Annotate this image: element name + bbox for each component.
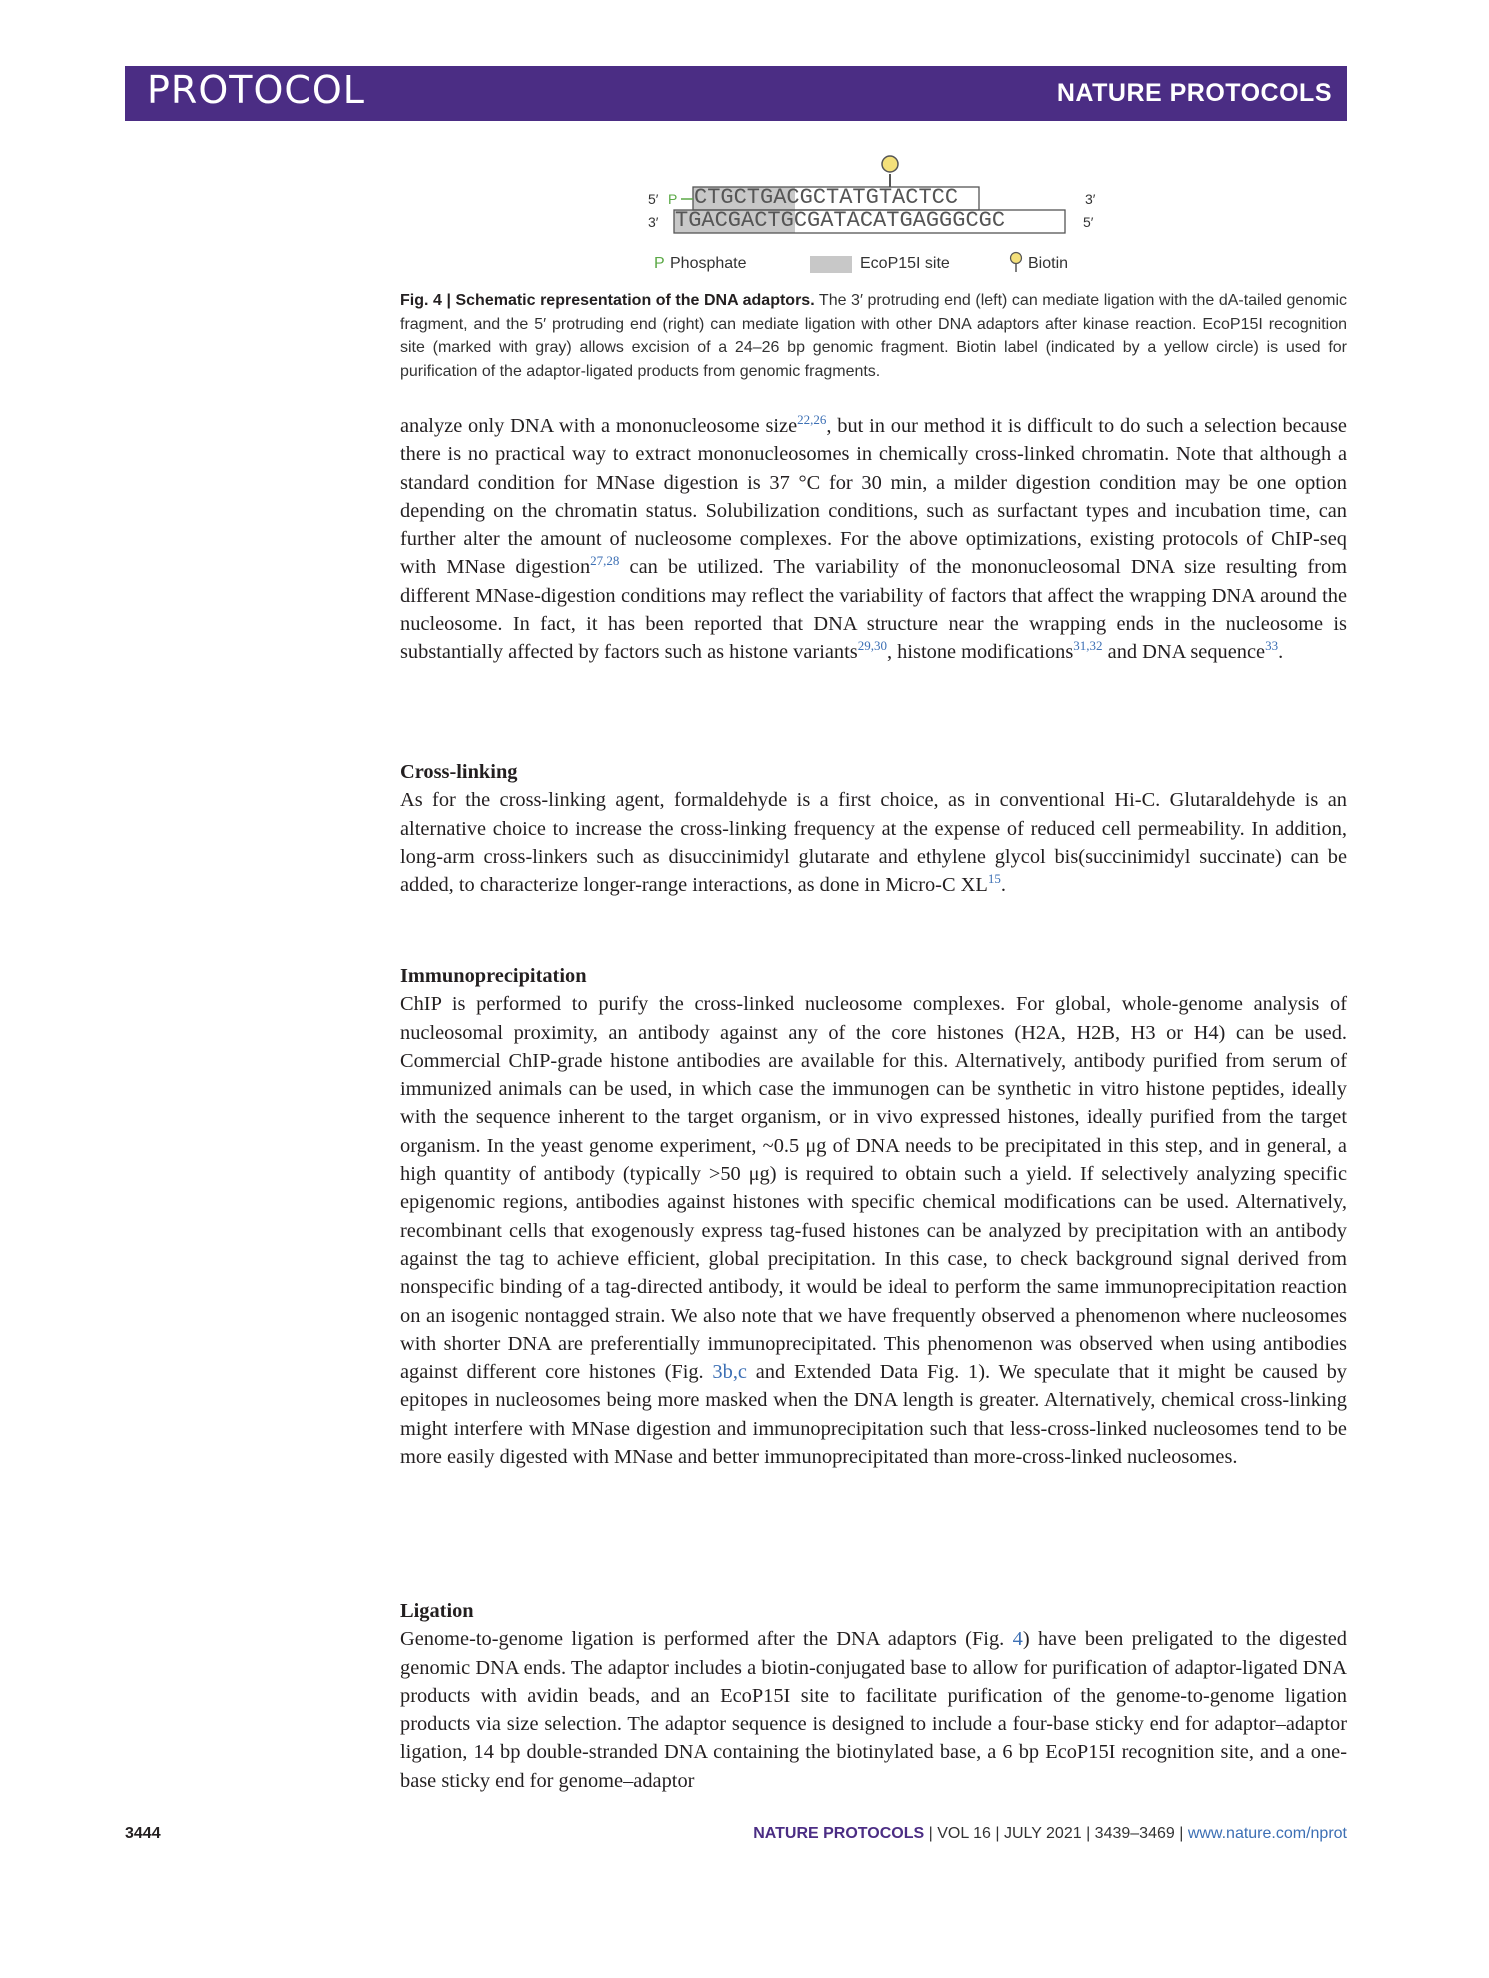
page-number: 3444 xyxy=(125,1825,161,1842)
citation-link[interactable]: 33 xyxy=(1265,638,1279,654)
bottom-five-prime: 5′ xyxy=(1083,214,1094,230)
text: . xyxy=(1278,641,1284,664)
legend-phosphate: Phosphate xyxy=(670,255,747,272)
bottom-three-prime: 3′ xyxy=(648,214,659,230)
citation-link[interactable]: 29,30 xyxy=(857,638,887,654)
text: can be utilized. The variability of the mononucleosomal DNA size resulting from different MNase-digestion conditions may reflect the variability of factors that affect the wrapping DNA around the nucleosome. In fact, it has been reported that DNA structure near the wrapping ends in the nucleosome is substantially affected by factors such as histone variants xyxy=(400,556,1348,664)
top-five-prime: 5′ xyxy=(648,191,659,207)
footer-citation xyxy=(753,1825,1347,1843)
caption-text: The 3′ protruding end (left) can mediate ligation with the dA-tailed genomic fragment, and the 5′ protruding end (right) can mediate ligation with other DNA adaptors after kinase reaction. EcoP15I recognition site (marked with gray) allows excision of a 24–26 bp genomic fragment. Biotin label (indicated by a yellow circle) is used for purification of the adaptor-ligated products from genomic fragments. xyxy=(400,292,1348,380)
header-banner xyxy=(125,66,1347,121)
top-strand-sequence xyxy=(694,185,958,210)
top-rest-seq: ACGCTATGTACTCC xyxy=(773,185,959,210)
footer-volume: VOL 16 xyxy=(937,1825,991,1842)
footer-date: JULY 2021 xyxy=(1003,1825,1082,1842)
citation-link[interactable]: 15 xyxy=(987,871,1001,887)
text: . xyxy=(1000,874,1006,897)
top-ecop15i-seq: CTGCTG xyxy=(694,185,774,210)
section-ligation xyxy=(400,1597,1347,1795)
caption-label: Fig. 4 | Schematic representation of the DNA adaptors. xyxy=(400,292,815,309)
section-heading: Cross-linking xyxy=(400,761,518,783)
section-heading: Ligation xyxy=(400,1600,474,1622)
legend-biotin: Biotin xyxy=(1028,255,1069,272)
text: ChIP is performed to purify the cross-linked nucleosome complexes. For global, whole-genome analysis of nucleosomal proximity, an antibody against any of the core histones (H2A, H2B, H3 or H4) can be used. Commercial ChIP-grade histone antibodies are available for this. Alternatively, antibody purified from serum of immunized animals can be used, in which case the immunogen can be synthetic in vitro histone peptides, ideally with the sequence inherent to the target organism, or in vivo expressed histones, ideally purified from the target organism. In the yeast genome experiment, ~0.5 μg of DNA needs to be precipitated in this step, and in general, a high quantity of antibody (typically >50 μg) is required to obtain such a yield. If selectively analyzing specific epigenomic regions, antibodies against histones with specific chemical modifications can be used. Alternatively, recombinant cells that exogenously express tag-fused histones can be analyzed by precipitation with an antibody against the tag to achieve efficient, global precipitation. In this case, to check background signal derived from nonspecific binding of a tag-directed antibody, it would be ideal to perform the same immunoprecipitation reaction on an isogenic nontagged strain. We also note that we have frequently observed a phenomenon where nucleosomes with shorter DNA are preferentially immunoprecipitated. This phenomenon was observed when using antibodies against different core histones (Fig. xyxy=(400,993,1347,1384)
legend-biotin-icon xyxy=(1011,253,1022,264)
text: ) have been preligated to the digested genomic DNA ends. The adaptor includes a biotin-conjugated base to allow for purification of adaptor-ligated DNA products with avidin beads, and an EcoP15I site to facilitate purification of the genome-to-genome ligation products via size selection. The adaptor sequence is designed to include a four-base sticky end for adaptor–adaptor ligation, 14 bp double-stranded DNA containing the biotinylated base, a 6 bp EcoP15I recognition site, and a one-base sticky end for genome–adaptor xyxy=(400,1628,1347,1792)
text: As for the cross-linking agent, formaldehyde is a first choice, as in conventional Hi-C. Glutaraldehyde is an alternative choice to increase the cross-linking frequency at the expense of reduced cell permeability. In addition, long-arm cross-linkers such as disuccinimidyl glutarate and ethylene glycol bis(succinimidyl succinate) can be added, to characterize longer-range interactions, as done in Micro-C XL xyxy=(400,789,1347,897)
text: analyze only DNA with a mononucleosome size xyxy=(400,415,798,437)
footer-journal: NATURE PROTOCOLS xyxy=(753,1825,925,1842)
citation-link[interactable]: 27,28 xyxy=(590,553,620,569)
separator: | xyxy=(924,1825,938,1842)
bottom-strand-sequence xyxy=(675,208,1005,233)
citation-link[interactable]: 22,26 xyxy=(797,412,827,427)
separator: | xyxy=(1174,1825,1188,1842)
journal-name: NATURE PROTOCOLS xyxy=(1056,79,1332,107)
legend-phosphate-symbol: P xyxy=(654,255,665,272)
figure-link[interactable]: 3b,c xyxy=(712,1361,747,1384)
legend-ecop15i: EcoP15I site xyxy=(860,255,950,272)
text: and DNA sequence xyxy=(1102,641,1266,664)
legend-ecop15i-swatch xyxy=(810,256,852,273)
top-three-prime: 3′ xyxy=(1085,191,1096,207)
footer-url-link[interactable]: www.nature.com/nprot xyxy=(1187,1825,1347,1842)
figure-caption xyxy=(400,289,1347,383)
text: Genome-to-genome ligation is performed after the DNA adaptors (Fig. xyxy=(400,1628,1013,1651)
text: and Extended Data Fig. 1). We speculate that it might be caused by epitopes in nucleosomes being more masked when the DNA length is greater. Alternatively, chemical cross-linking might interfere with MNase digestion and immunoprecipitation such that less-cross-linked nucleosomes tend to be more easily digested with MNase and better immunoprecipitated than more-cross-linked nucleosomes. xyxy=(400,1361,1347,1469)
biotin-icon xyxy=(882,156,898,172)
separator: | xyxy=(990,1825,1004,1842)
text: , histone modifications xyxy=(886,641,1074,664)
figure-link[interactable]: 4 xyxy=(1012,1628,1023,1651)
text: , but in our method it is difficult to do such a selection because there is no practical way to extract mononucleosomes in chemically cross-linked chromatin. Note that although a standard condition for MNase digestion is 37 °C for 30 min, a milder digestion condition may be one option depending on the chromatin status. Solubilization conditions, such as surfactant types and incubation time, can further alter the amount of nucleosome complexes. For the above optimizations, existing protocols of ChIP-seq with MNase digestion xyxy=(400,415,1347,579)
section-immunoprecipitation xyxy=(400,962,1347,1471)
citation-link[interactable]: 31,32 xyxy=(1073,638,1103,654)
section-crosslinking xyxy=(400,758,1347,899)
bottom-ecop15i-seq: TGACGAC xyxy=(675,208,768,233)
figure-4 xyxy=(640,150,1110,280)
section-heading: Immunoprecipitation xyxy=(400,965,587,987)
bottom-rest-seq: TGCGATACATGAGGGCGC xyxy=(767,208,1006,233)
section-label: PROTOCOL xyxy=(147,68,365,112)
intro-paragraph xyxy=(400,412,1347,667)
separator: | xyxy=(1081,1825,1095,1842)
footer-pages: 3439–3469 xyxy=(1094,1825,1175,1842)
phosphate-symbol: P xyxy=(668,191,678,207)
